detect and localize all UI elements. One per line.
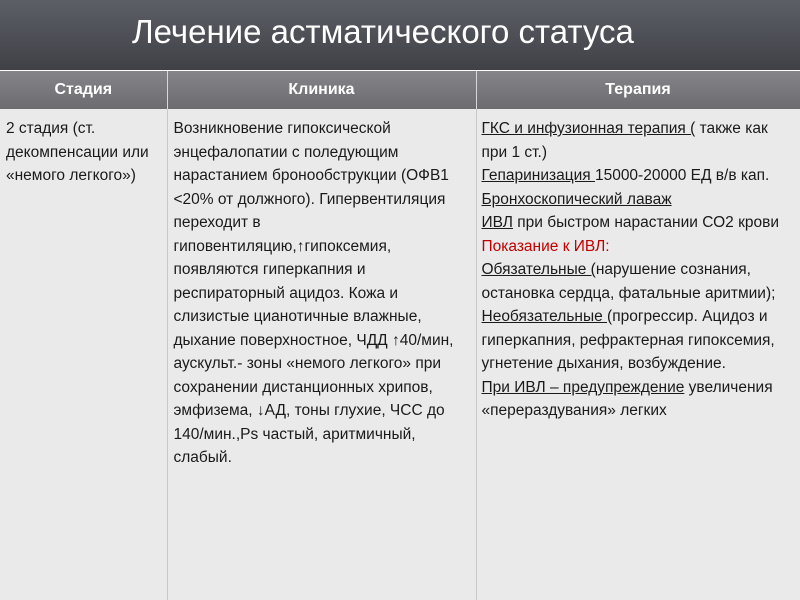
therapy-heparin-underlined: Гепаринизация xyxy=(481,167,595,184)
treatment-table xyxy=(0,71,800,600)
therapy-ivl-warning xyxy=(482,376,794,423)
therapy-indication: Показание к ИВЛ: xyxy=(481,237,610,255)
cell-clinic: Возникновение гипоксической энцефалопатии с поледующим нарастанием бронообструкции (ОФВ1 <20% от должного). Гипервентиляция переходит в гиповентиляцию,↑гипоксемия, появляются гиперкапния и респираторный ацидоз. Кожа и слизистые цианотичные влажные, дыхание поверхностное, ЧДД ↑40/мин, аускульт.- зоны «немого легкого» при сохранении дистанционных хрипов, эмфизема, ↓АД, тоны глухие, ЧСС до 140/мин.,Ps частый, аритмичный, слабый. xyxy=(167,109,476,600)
therapy-heparin-unit: ЕД в/в кап. xyxy=(686,167,770,184)
therapy-gks-underlined: ГКС и инфузионная терапия ( xyxy=(481,120,696,137)
header-therapy: Терапия xyxy=(476,71,800,109)
header-stage: Стадия xyxy=(0,71,167,109)
therapy-optional xyxy=(482,305,794,376)
therapy-ivl-underlined: ИВЛ xyxy=(481,214,513,231)
header-clinic: Клиника xyxy=(167,71,476,109)
therapy-ivl-rest: при быстром нарастании СО2 крови xyxy=(512,214,779,231)
therapy-optional-underlined: Необязательные xyxy=(481,308,608,325)
therapy-mandatory-underlined: Обязательные ( xyxy=(481,261,596,278)
table-row xyxy=(0,109,800,600)
therapy-gks-rest: также как при 1 ст.) xyxy=(481,120,768,161)
title-bar xyxy=(0,0,800,70)
cell-therapy xyxy=(476,109,800,600)
therapy-ivl xyxy=(482,211,794,235)
therapy-ivl-warning-rest: увеличения «перераздувания» легких xyxy=(481,378,773,419)
therapy-heparin-dose: 15000-20000 xyxy=(594,167,687,184)
therapy-optional-rest: (прогрессир. Ацидоз и гиперкапния, рефрактерная гипоксемия, угнетение дыхания, возбуждение. xyxy=(481,308,775,372)
therapy-mandatory xyxy=(482,258,794,305)
therapy-heparin xyxy=(482,164,794,188)
therapy-mandatory-rest: нарушение сознания, остановка сердца, фатальные аритмии); xyxy=(481,261,776,302)
header-row xyxy=(0,71,800,109)
therapy-ivl-warning-underlined: При ИВЛ – предупреждение xyxy=(481,378,685,396)
therapy-lavage: Бронхоскопический лаваж xyxy=(481,190,672,208)
page-title: Лечение астматического статуса xyxy=(132,13,634,50)
cell-stage: 2 стадия (ст. декомпенсации или «немого легкого») xyxy=(0,109,167,600)
therapy-gks xyxy=(482,117,794,164)
